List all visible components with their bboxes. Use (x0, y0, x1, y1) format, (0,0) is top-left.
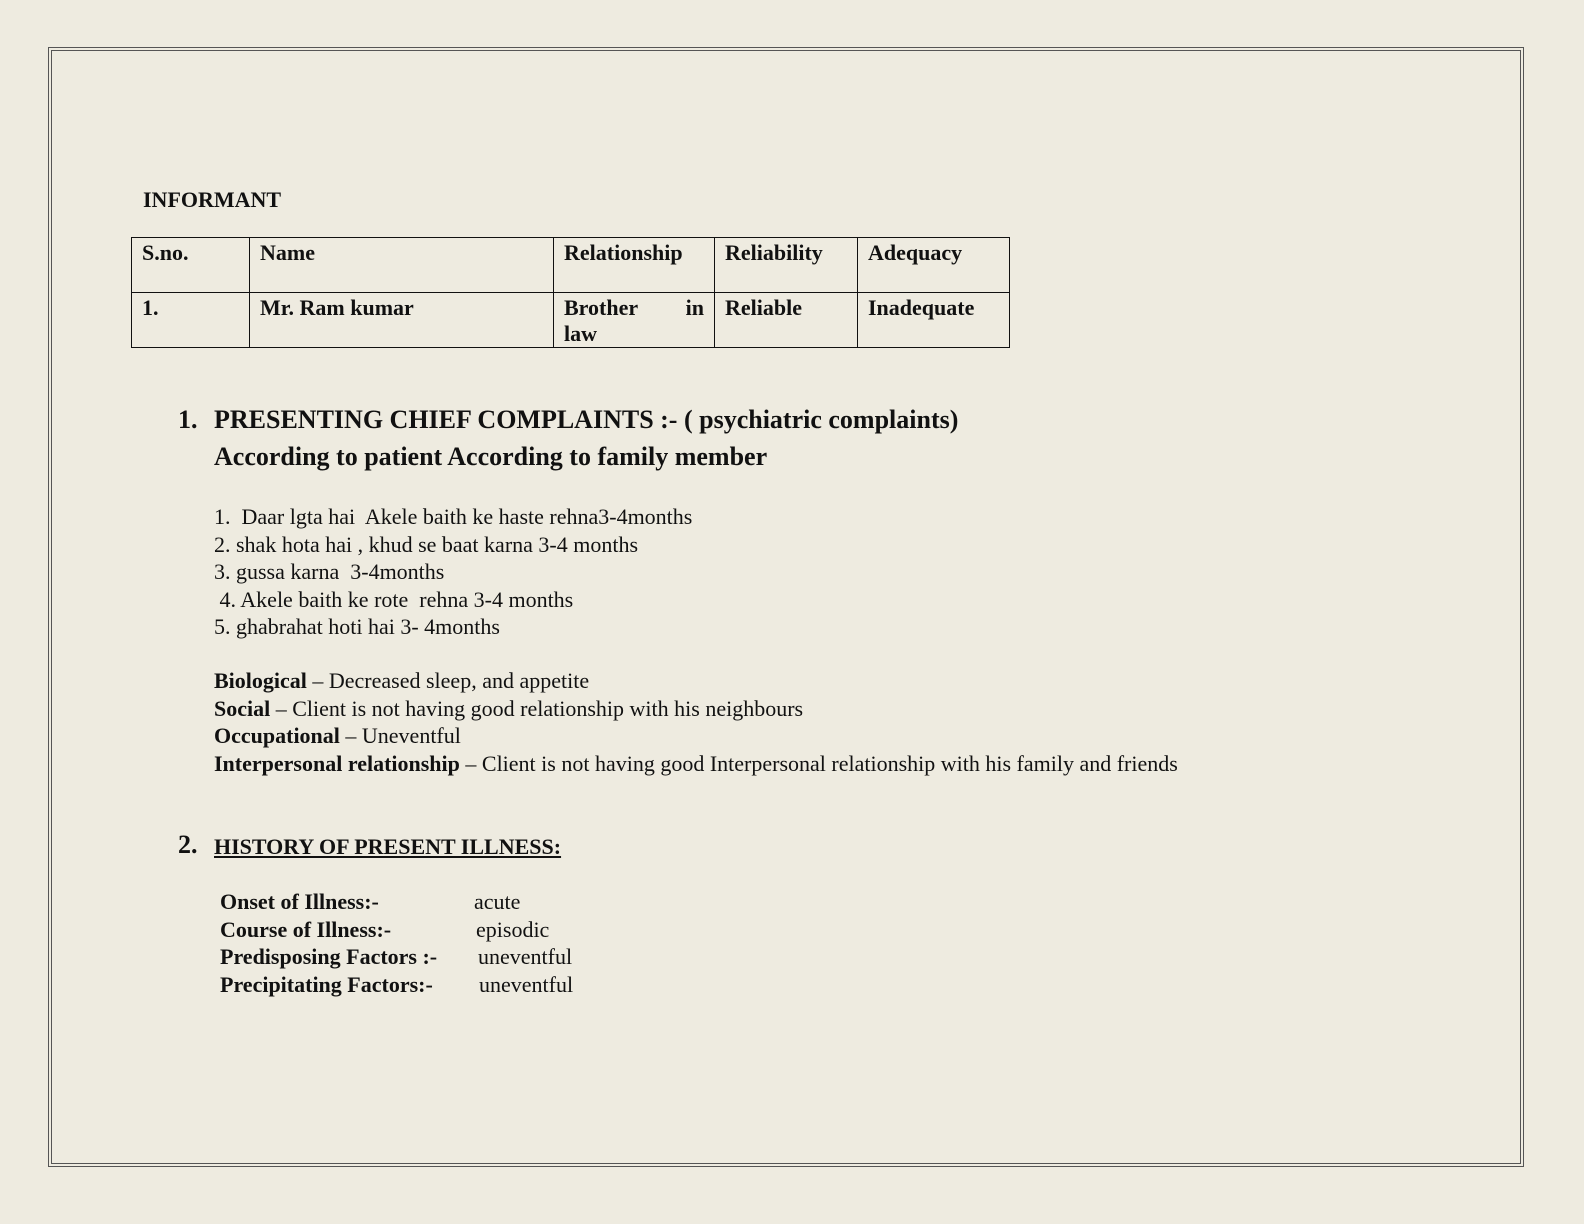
biological-label: Biological (214, 668, 307, 693)
cell-adequacy: Inadequate (858, 293, 1010, 348)
precipitating-label: Precipitating Factors:- (220, 971, 433, 997)
section1-title: PRESENTING CHIEF COMPLAINTS :- ( psychiatric complaints) (214, 405, 959, 434)
relationship-word-3: law (564, 321, 597, 346)
header-relationship: Relationship (554, 238, 715, 293)
social-line (214, 695, 1178, 723)
interpersonal-line (214, 750, 1178, 778)
header-name: Name (250, 238, 554, 293)
section1-number: 1. (178, 405, 198, 434)
relationship-word-1: Brother (564, 295, 639, 320)
complaints-list (214, 503, 692, 641)
cell-name: Mr. Ram kumar (250, 293, 554, 348)
onset-label: Onset of Illness:- (220, 889, 379, 914)
functional-assessment (214, 667, 1178, 777)
precipitating-value: uneventful (479, 971, 574, 997)
relationship-word-2: in (685, 295, 704, 320)
header-adequacy: Adequacy (858, 238, 1010, 293)
occupational-line (214, 722, 1178, 750)
predisposing-value: uneventful (478, 944, 573, 969)
cell-relationship (554, 293, 715, 348)
section1-subtitle: According to patient According to family member (214, 442, 768, 471)
biological-line (214, 667, 1178, 695)
course-value: episodic (476, 916, 550, 942)
onset-value: acute (474, 889, 521, 914)
cell-reliability: Reliable (715, 293, 858, 348)
header-reliability: Reliability (715, 238, 858, 293)
informant-table (131, 237, 1010, 348)
social-text: – Client is not having good relationship with his neighbours (270, 695, 804, 721)
list-item: 5. ghabrahat hoti hai 3- 4months (214, 614, 500, 639)
occupational-label: Occupational (214, 723, 340, 748)
informant-heading: INFORMANT (143, 187, 282, 212)
list-item: 3. gussa karna 3-4months (214, 559, 445, 584)
cell-sno: 1. (132, 293, 250, 348)
section2-title: HISTORY OF PRESENT ILLNESS: (214, 834, 562, 859)
occupational-text: – Uneventful (339, 723, 461, 748)
section2-number: 2. (178, 830, 198, 859)
header-sno: S.no. (132, 238, 250, 293)
list-item: 1. Daar lgta hai Akele baith ke haste rehna3-4months (214, 504, 693, 529)
table-row (132, 293, 1010, 348)
list-item: 2. shak hota hai , khud se baat karna 3-4 months (214, 531, 639, 557)
interpersonal-text: – Client is not having good Interpersonal relationship with his family and friends (459, 750, 1178, 776)
biological-text: – Decreased sleep, and appetite (306, 668, 590, 693)
list-item: 4. Akele baith ke rote rehna 3-4 months (214, 586, 574, 612)
interpersonal-label: Interpersonal relationship (214, 750, 460, 776)
course-label: Course of Illness:- (220, 916, 392, 942)
table-header-row (132, 238, 1010, 293)
predisposing-label: Predisposing Factors :- (220, 944, 438, 969)
social-label: Social (214, 695, 271, 721)
